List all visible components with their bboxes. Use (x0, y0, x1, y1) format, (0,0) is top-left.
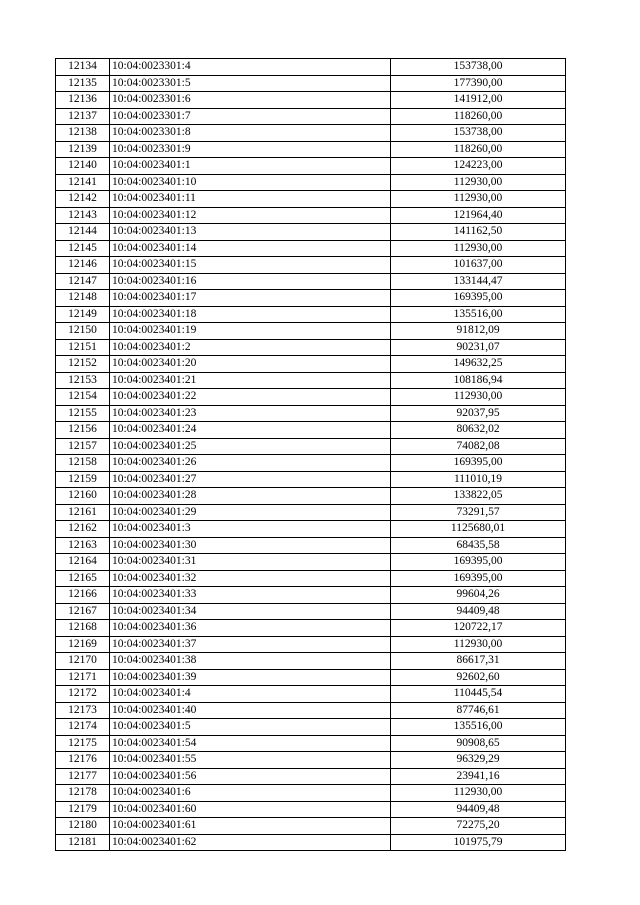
table-row (56, 389, 566, 406)
value-cell: 141912,00 (391, 92, 566, 109)
row-number-cell: 12159 (56, 471, 110, 488)
cadastral-number-cell: 10:04:0023401:29 (110, 504, 391, 521)
cadastral-number-cell: 10:04:0023401:36 (110, 620, 391, 637)
row-number-cell: 12174 (56, 719, 110, 736)
table-row (56, 570, 566, 587)
table-row (56, 438, 566, 455)
value-cell: 112930,00 (391, 240, 566, 257)
row-number-cell: 12140 (56, 158, 110, 175)
row-number-cell: 12166 (56, 587, 110, 604)
table-row (56, 141, 566, 158)
table-row (56, 603, 566, 620)
value-cell: 135516,00 (391, 719, 566, 736)
table-row (56, 702, 566, 719)
table-row (56, 158, 566, 175)
table-row (56, 669, 566, 686)
row-number-cell: 12181 (56, 834, 110, 851)
cadastral-number-cell: 10:04:0023401:26 (110, 455, 391, 472)
value-cell: 169395,00 (391, 554, 566, 571)
row-number-cell: 12151 (56, 339, 110, 356)
table-body (56, 59, 566, 851)
cadastral-number-cell: 10:04:0023401:17 (110, 290, 391, 307)
cadastral-number-cell: 10:04:0023401:4 (110, 686, 391, 703)
table-row (56, 422, 566, 439)
table-row (56, 174, 566, 191)
row-number-cell: 12164 (56, 554, 110, 571)
cadastral-number-cell: 10:04:0023401:28 (110, 488, 391, 505)
cadastral-number-cell: 10:04:0023401:19 (110, 323, 391, 340)
table-row (56, 405, 566, 422)
cadastral-number-cell: 10:04:0023401:32 (110, 570, 391, 587)
row-number-cell: 12138 (56, 125, 110, 142)
table-row (56, 323, 566, 340)
value-cell: 118260,00 (391, 141, 566, 158)
cadastral-number-cell: 10:04:0023401:40 (110, 702, 391, 719)
table-row (56, 455, 566, 472)
table-row (56, 504, 566, 521)
table-row (56, 290, 566, 307)
cadastral-number-cell: 10:04:0023301:9 (110, 141, 391, 158)
value-cell: 23941,16 (391, 768, 566, 785)
table-row (56, 686, 566, 703)
table-row (56, 653, 566, 670)
value-cell: 86617,31 (391, 653, 566, 670)
row-number-cell: 12155 (56, 405, 110, 422)
cadastral-number-cell: 10:04:0023401:37 (110, 636, 391, 653)
cadastral-number-cell: 10:04:0023301:6 (110, 92, 391, 109)
table-row (56, 125, 566, 142)
table-row (56, 801, 566, 818)
cadastral-number-cell: 10:04:0023401:38 (110, 653, 391, 670)
row-number-cell: 12179 (56, 801, 110, 818)
row-number-cell: 12176 (56, 752, 110, 769)
value-cell: 112930,00 (391, 785, 566, 802)
value-cell: 87746,61 (391, 702, 566, 719)
value-cell: 108186,94 (391, 372, 566, 389)
cadastral-number-cell: 10:04:0023401:12 (110, 207, 391, 224)
table-row (56, 620, 566, 637)
table-row (56, 372, 566, 389)
value-cell: 90908,65 (391, 735, 566, 752)
cadastral-number-cell: 10:04:0023401:24 (110, 422, 391, 439)
cadastral-number-cell: 10:04:0023301:5 (110, 75, 391, 92)
cadastral-number-cell: 10:04:0023401:16 (110, 273, 391, 290)
value-cell: 90231,07 (391, 339, 566, 356)
value-cell: 74082,08 (391, 438, 566, 455)
value-cell: 149632,25 (391, 356, 566, 373)
row-number-cell: 12162 (56, 521, 110, 538)
value-cell: 169395,00 (391, 290, 566, 307)
value-cell: 110445,54 (391, 686, 566, 703)
table-row (56, 257, 566, 274)
value-cell: 72275,20 (391, 818, 566, 835)
row-number-cell: 12149 (56, 306, 110, 323)
row-number-cell: 12165 (56, 570, 110, 587)
cadastral-number-cell: 10:04:0023401:3 (110, 521, 391, 538)
table-row (56, 306, 566, 323)
cadastral-number-cell: 10:04:0023401:13 (110, 224, 391, 241)
table-row (56, 240, 566, 257)
value-cell: 118260,00 (391, 108, 566, 125)
table-row (56, 735, 566, 752)
cadastral-number-cell: 10:04:0023401:30 (110, 537, 391, 554)
value-cell: 94409,48 (391, 801, 566, 818)
row-number-cell: 12142 (56, 191, 110, 208)
row-number-cell: 12161 (56, 504, 110, 521)
value-cell: 1125680,01 (391, 521, 566, 538)
cadastral-number-cell: 10:04:0023401:2 (110, 339, 391, 356)
row-number-cell: 12158 (56, 455, 110, 472)
value-cell: 68435,58 (391, 537, 566, 554)
row-number-cell: 12175 (56, 735, 110, 752)
value-cell: 92602,60 (391, 669, 566, 686)
row-number-cell: 12141 (56, 174, 110, 191)
row-number-cell: 12135 (56, 75, 110, 92)
value-cell: 141162,50 (391, 224, 566, 241)
cadastral-number-cell: 10:04:0023401:61 (110, 818, 391, 835)
value-cell: 112930,00 (391, 636, 566, 653)
value-cell: 96329,29 (391, 752, 566, 769)
row-number-cell: 12153 (56, 372, 110, 389)
cadastral-number-cell: 10:04:0023401:10 (110, 174, 391, 191)
table-row (56, 834, 566, 851)
row-number-cell: 12146 (56, 257, 110, 274)
row-number-cell: 12148 (56, 290, 110, 307)
table-row (56, 356, 566, 373)
cadastral-number-cell: 10:04:0023401:34 (110, 603, 391, 620)
cadastral-number-cell: 10:04:0023301:7 (110, 108, 391, 125)
table-row (56, 521, 566, 538)
table-row (56, 108, 566, 125)
row-number-cell: 12180 (56, 818, 110, 835)
value-cell: 112930,00 (391, 191, 566, 208)
table-row (56, 92, 566, 109)
cadastral-number-cell: 10:04:0023401:6 (110, 785, 391, 802)
value-cell: 135516,00 (391, 306, 566, 323)
row-number-cell: 12154 (56, 389, 110, 406)
cadastral-number-cell: 10:04:0023401:55 (110, 752, 391, 769)
value-cell: 80632,02 (391, 422, 566, 439)
value-cell: 99604,26 (391, 587, 566, 604)
table-row (56, 75, 566, 92)
cadastral-value-table (55, 58, 566, 851)
table-row (56, 488, 566, 505)
table-row (56, 752, 566, 769)
cadastral-number-cell: 10:04:0023401:25 (110, 438, 391, 455)
row-number-cell: 12147 (56, 273, 110, 290)
cadastral-number-cell: 10:04:0023401:20 (110, 356, 391, 373)
value-cell: 112930,00 (391, 389, 566, 406)
value-cell: 153738,00 (391, 59, 566, 76)
row-number-cell: 12163 (56, 537, 110, 554)
cadastral-number-cell: 10:04:0023401:31 (110, 554, 391, 571)
value-cell: 153738,00 (391, 125, 566, 142)
value-cell: 121964,40 (391, 207, 566, 224)
value-cell: 94409,48 (391, 603, 566, 620)
row-number-cell: 12139 (56, 141, 110, 158)
row-number-cell: 12173 (56, 702, 110, 719)
cadastral-number-cell: 10:04:0023401:5 (110, 719, 391, 736)
cadastral-number-cell: 10:04:0023401:33 (110, 587, 391, 604)
cadastral-number-cell: 10:04:0023401:15 (110, 257, 391, 274)
value-cell: 91812,09 (391, 323, 566, 340)
table-row (56, 537, 566, 554)
cadastral-number-cell: 10:04:0023301:4 (110, 59, 391, 76)
row-number-cell: 12152 (56, 356, 110, 373)
cadastral-number-cell: 10:04:0023401:22 (110, 389, 391, 406)
row-number-cell: 12177 (56, 768, 110, 785)
table-row (56, 587, 566, 604)
cadastral-number-cell: 10:04:0023301:8 (110, 125, 391, 142)
row-number-cell: 12143 (56, 207, 110, 224)
value-cell: 124223,00 (391, 158, 566, 175)
value-cell: 101637,00 (391, 257, 566, 274)
cadastral-number-cell: 10:04:0023401:54 (110, 735, 391, 752)
row-number-cell: 12156 (56, 422, 110, 439)
table-row (56, 554, 566, 571)
value-cell: 177390,00 (391, 75, 566, 92)
row-number-cell: 12168 (56, 620, 110, 637)
table-row (56, 785, 566, 802)
value-cell: 112930,00 (391, 174, 566, 191)
value-cell: 133822,05 (391, 488, 566, 505)
row-number-cell: 12136 (56, 92, 110, 109)
cadastral-number-cell: 10:04:0023401:56 (110, 768, 391, 785)
row-number-cell: 12134 (56, 59, 110, 76)
table-row (56, 471, 566, 488)
cadastral-number-cell: 10:04:0023401:39 (110, 669, 391, 686)
table-row (56, 191, 566, 208)
row-number-cell: 12137 (56, 108, 110, 125)
value-cell: 120722,17 (391, 620, 566, 637)
table-row (56, 273, 566, 290)
row-number-cell: 12167 (56, 603, 110, 620)
table-row (56, 818, 566, 835)
row-number-cell: 12160 (56, 488, 110, 505)
table-row (56, 59, 566, 76)
value-cell: 73291,57 (391, 504, 566, 521)
row-number-cell: 12150 (56, 323, 110, 340)
cadastral-number-cell: 10:04:0023401:11 (110, 191, 391, 208)
cadastral-number-cell: 10:04:0023401:18 (110, 306, 391, 323)
table-row (56, 768, 566, 785)
cadastral-number-cell: 10:04:0023401:60 (110, 801, 391, 818)
table-row (56, 207, 566, 224)
row-number-cell: 12178 (56, 785, 110, 802)
value-cell: 92037,95 (391, 405, 566, 422)
cadastral-number-cell: 10:04:0023401:27 (110, 471, 391, 488)
row-number-cell: 12157 (56, 438, 110, 455)
cadastral-number-cell: 10:04:0023401:23 (110, 405, 391, 422)
row-number-cell: 12171 (56, 669, 110, 686)
table-row (56, 636, 566, 653)
table-row (56, 719, 566, 736)
value-cell: 133144,47 (391, 273, 566, 290)
row-number-cell: 12172 (56, 686, 110, 703)
cadastral-number-cell: 10:04:0023401:14 (110, 240, 391, 257)
cadastral-number-cell: 10:04:0023401:21 (110, 372, 391, 389)
row-number-cell: 12169 (56, 636, 110, 653)
value-cell: 111010,19 (391, 471, 566, 488)
value-cell: 101975,79 (391, 834, 566, 851)
cadastral-number-cell: 10:04:0023401:1 (110, 158, 391, 175)
table-row (56, 224, 566, 241)
cadastral-number-cell: 10:04:0023401:62 (110, 834, 391, 851)
row-number-cell: 12170 (56, 653, 110, 670)
value-cell: 169395,00 (391, 570, 566, 587)
row-number-cell: 12144 (56, 224, 110, 241)
row-number-cell: 12145 (56, 240, 110, 257)
table-row (56, 339, 566, 356)
value-cell: 169395,00 (391, 455, 566, 472)
